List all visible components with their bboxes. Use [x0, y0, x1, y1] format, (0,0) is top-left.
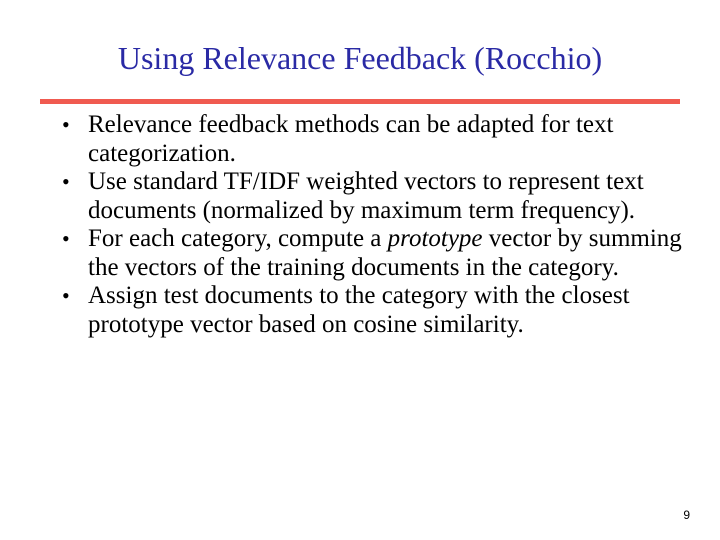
bullet-list	[62, 111, 682, 339]
bullet-text: Use standard TF/IDF weighted vectors to represent text documents (normalized by maximum term frequency).	[88, 168, 644, 224]
page-number: 9	[683, 508, 690, 522]
bullet-text-after: vector by summing the vectors of the training documents in the category.	[88, 225, 682, 281]
bullet-text-before: For each category, compute a	[88, 225, 388, 252]
bullet-icon: •	[62, 112, 70, 137]
bullet-item	[62, 111, 682, 168]
bullet-item	[62, 225, 682, 282]
slide-title: Using Relevance Feedback (Rocchio)	[117, 40, 603, 76]
bullet-item	[62, 168, 682, 225]
bullet-emphasis: prototype	[387, 225, 483, 252]
bullet-text: Assign test documents to the category with the closest prototype vector based on cosine similarity.	[88, 282, 630, 338]
bullet-icon: •	[62, 283, 70, 308]
bullet-item	[62, 282, 682, 339]
title-divider	[40, 99, 680, 104]
bullet-icon: •	[62, 169, 70, 194]
bullet-icon: •	[62, 226, 70, 251]
bullet-text: Relevance feedback methods can be adapted for text categorization.	[88, 111, 614, 167]
